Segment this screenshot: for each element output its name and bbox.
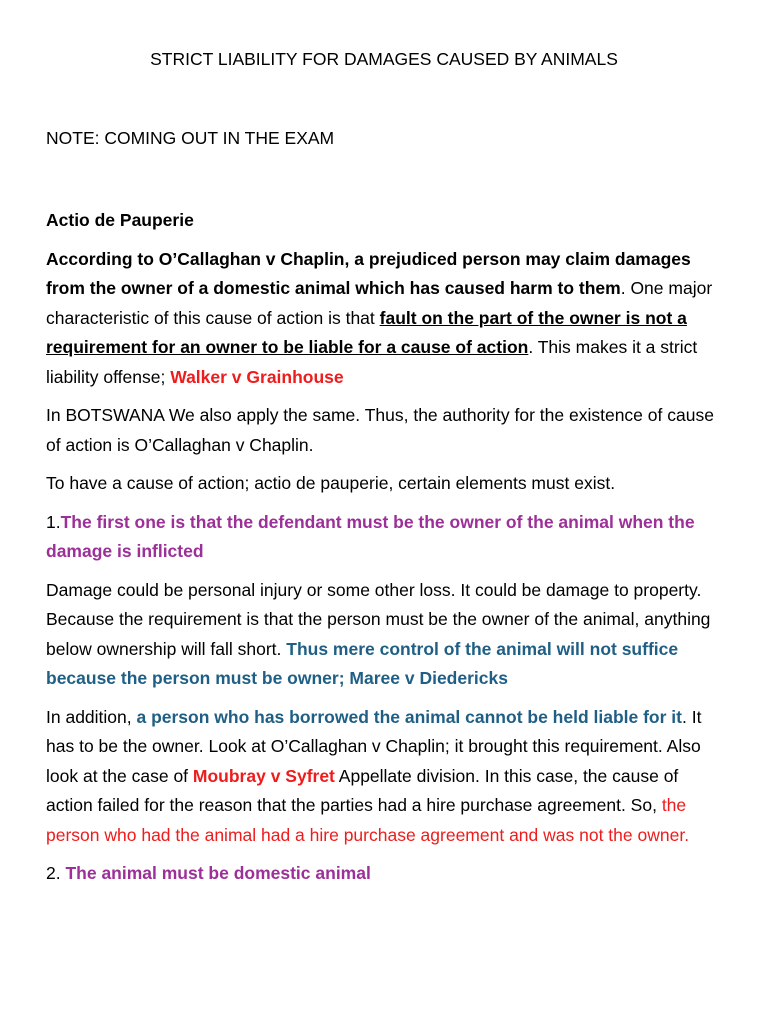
borrowed-text-2: . It has to be the owner. Look at O’Callaghan v Chaplin; it brought this requirement. Also look at the case of	[46, 706, 702, 786]
definition-text-2: . This makes it a strict liability offense;	[46, 337, 698, 387]
paragraph-elements-intro: To have a cause of action; actio de pauperie, certain elements must exist.	[46, 473, 616, 493]
damage-text: Damage could be personal injury or some other loss. It could be damage to property. Because the requirement is that the person must be the owner of the animal, anything below ownership will fall short.	[46, 579, 711, 659]
element-1-text: The first one is that the defendant must be the owner of the animal when the damage is inflicted	[46, 511, 695, 561]
element-2	[46, 859, 726, 889]
element-1	[46, 508, 726, 567]
element-1-number: 1.	[46, 511, 61, 532]
damage-highlight: Thus mere control of the animal will not suffice because the person must be owner; Maree v Diedericks	[46, 638, 679, 688]
definition-bold-intro: According to O’Callaghan v Chaplin, a prejudiced person may claim damages from the owner of a domestic animal which has caused harm to them	[46, 248, 691, 298]
document-title: STRICT LIABILITY FOR DAMAGES CAUSED BY ANIMALS	[150, 49, 618, 69]
borrowed-text-1: In addition,	[46, 706, 137, 727]
section-heading	[46, 206, 726, 236]
element-2-text: The animal must be domestic animal	[65, 863, 371, 883]
case-walker-v-grainhouse: Walker v Grainhouse	[170, 366, 344, 387]
paragraph-definition	[46, 245, 726, 393]
definition-text-1: . One major characteristic of this cause of action is that	[46, 278, 713, 328]
paragraph-borrowed	[46, 703, 726, 851]
paragraph-botswana: In BOTSWANA We also apply the same. Thus, the authority for the existence of cause of action is O’Callaghan v Chaplin.	[46, 405, 714, 455]
document-body	[46, 206, 726, 898]
paragraph-damage	[46, 576, 726, 694]
heading-text: Actio de Pauperie	[46, 210, 194, 230]
case-moubray-v-syfret: Moubray v Syfret	[192, 765, 335, 786]
borrowed-text-3: Appellate division. In this case, the cause of action failed for the reason that the parties had a hire purchase agreement. So,	[46, 765, 679, 815]
borrowed-red-text: the person who had the animal had a hire purchase agreement and was not the owner.	[46, 795, 690, 845]
element-2-number: 2.	[46, 863, 66, 883]
exam-note: NOTE: COMING OUT IN THE EXAM	[46, 128, 335, 148]
borrowed-highlight: a person who has borrowed the animal cannot be held liable for it	[136, 706, 682, 727]
definition-underlined-text: fault on the part of the owner is not a requirement for an owner to be liable for a cause of action	[46, 307, 687, 357]
